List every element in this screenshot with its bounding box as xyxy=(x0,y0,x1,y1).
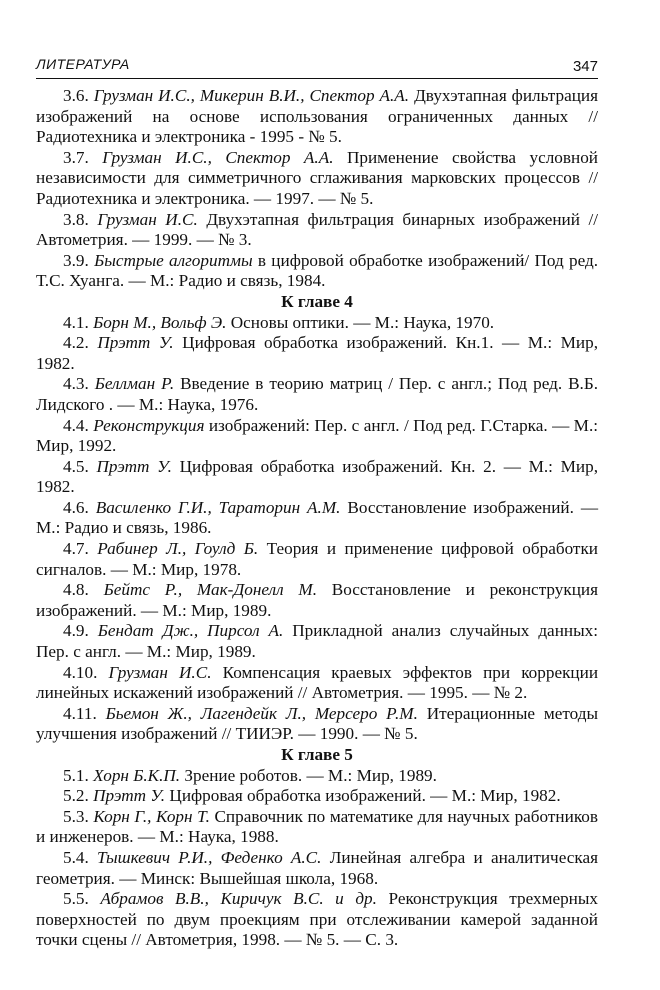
reference-entry xyxy=(36,539,598,580)
reference-authors: Бьемон Ж., Лагендейк Л., Мерсеро Р.М. xyxy=(105,703,418,723)
reference-entry xyxy=(36,374,598,415)
reference-text: в цифровой обработке изображений/ Под ред. Т.С. Хуанга. — М.: Радио и связь, 1984. xyxy=(36,250,599,291)
reference-authors: Грузман И.С., Микерин В.И., Спектор А.А. xyxy=(93,86,410,105)
reference-entry xyxy=(36,580,598,621)
reference-number: 3.8. xyxy=(63,209,89,229)
reference-text: Применение свойства условной независимости для симметричного сглаживания марковских процессов //Радиотехника и электроника. — 1997. — № 5. xyxy=(36,147,598,208)
reference-text: Двухэтапная фильтрация бинарных изображений // Автометрия. — 1999. — № 3. xyxy=(36,209,599,250)
reference-text: Восстановление изображений. — М.: Радио и связь, 1986. xyxy=(36,497,599,538)
reference-text: Цифровая обработка изображений. Кн.1. — М.: Мир, 1982. xyxy=(36,333,599,373)
reference-entry xyxy=(36,416,598,457)
reference-authors: Корн Г., Корн Т. xyxy=(93,806,210,826)
reference-authors: Бендат Дж., Пирсол А. xyxy=(97,621,284,641)
section-heading: К главе 5 xyxy=(281,745,353,764)
reference-number: 4.2. xyxy=(63,333,89,353)
section-heading: К главе 4 xyxy=(281,291,353,311)
header-rule xyxy=(36,78,598,79)
reference-entry xyxy=(36,333,598,374)
reference-entry xyxy=(36,457,598,498)
reference-text: Компенсация краевых эффектов при коррекции линейных искажений изображений // Автометрия. — 1995. — № 2. xyxy=(36,662,599,703)
reference-authors: Рабинер Л., Гоулд Б. xyxy=(97,539,259,559)
reference-authors: Грузман И.С. xyxy=(108,662,212,682)
reference-entry xyxy=(36,786,598,807)
reference-entry xyxy=(36,766,598,787)
reference-authors: Василенко Г.И., Тараторин А.М. xyxy=(95,497,341,517)
reference-text: Двухэтапная фильтрация изображений на основе использования ограниченных данных // Радиотехника и электроника - 1995 - № 5. xyxy=(36,86,599,147)
reference-authors: Прэтт У. xyxy=(96,456,172,476)
reference-entry xyxy=(36,621,598,662)
reference-text: Введение в теорию матриц / Пер. с англ.; Под ред. В.Б. Лидского . — М.: Наука, 1976. xyxy=(36,374,599,414)
references-list xyxy=(36,86,598,951)
reference-entry xyxy=(36,313,598,334)
reference-entry xyxy=(36,210,598,251)
reference-entry xyxy=(36,148,598,210)
reference-authors: Хорн Б.К.П. xyxy=(93,765,181,785)
reference-authors: Абрамов В.В., Киричук В.С. и др. xyxy=(100,889,377,909)
reference-number: 5.4. xyxy=(63,847,89,867)
reference-number: 4.5. xyxy=(63,456,89,476)
reference-entry xyxy=(36,86,598,148)
reference-number: 4.7. xyxy=(63,539,89,559)
reference-text: Зрение роботов. — М.: Мир, 1989. xyxy=(184,765,437,785)
reference-entry xyxy=(36,848,598,889)
reference-number: 3.6. xyxy=(63,86,89,105)
reference-text: Восстановление и реконструкция изображений. — М.: Мир, 1989. xyxy=(36,580,599,620)
reference-entry xyxy=(36,663,598,704)
reference-authors: Грузман И.С., Спектор А.А. xyxy=(102,147,334,167)
reference-entry xyxy=(36,889,598,951)
reference-authors: Быстрые алгоритмы xyxy=(94,250,253,270)
reference-entry xyxy=(36,807,598,848)
reference-text: Цифровая обработка изображений. — М.: Мир, 1982. xyxy=(169,786,561,806)
reference-number: 5.1. xyxy=(63,765,89,785)
reference-number: 4.11. xyxy=(63,703,97,723)
reference-number: 4.3. xyxy=(63,374,89,394)
reference-text: изображений: Пер. с англ. / Под ред. Г.Старка. — М.: Мир, 1992. xyxy=(36,415,599,456)
reference-number: 5.3. xyxy=(63,806,89,826)
reference-number: 4.9. xyxy=(63,621,89,641)
reference-number: 4.8. xyxy=(63,580,89,600)
reference-number: 4.1. xyxy=(63,312,89,332)
running-header xyxy=(36,56,598,78)
reference-authors: Беллман Р. xyxy=(94,374,175,394)
reference-number: 3.9. xyxy=(63,250,89,270)
reference-authors: Прэтт У. xyxy=(97,333,174,353)
reference-text: Реконструкция трехмерных поверхностей по двум проекциям при отслеживании камерой заданной точки сцены // Автометрия, 1998. — № 5. — С. 3. xyxy=(36,889,599,950)
reference-number: 4.4. xyxy=(63,415,89,435)
reference-entry xyxy=(36,704,598,745)
reference-text: Итерационные методы улучшения изображений // ТИИЭР. — 1990. — № 5. xyxy=(36,703,599,744)
reference-entry xyxy=(36,498,598,539)
reference-text: Цифровая обработка изображений. Кн. 2. — М.: Мир, 1982. xyxy=(36,456,599,497)
reference-text: Линейная алгебра и аналитическая геометрия. — Минск: Вышейшая школа, 1968. xyxy=(36,847,599,888)
reference-text: Справочник по математике для научных работников и инженеров. — М.: Наука, 1988. xyxy=(36,806,599,847)
reference-authors: Бейтс Р., Мак-Донелл М. xyxy=(103,580,317,600)
reference-number: 4.6. xyxy=(63,497,89,517)
reference-number: 5.5. xyxy=(63,889,89,909)
reference-entry xyxy=(36,251,598,292)
reference-text: Основы оптики. — М.: Наука, 1970. xyxy=(230,312,495,332)
reference-number: 3.7. xyxy=(63,147,89,167)
reference-text: Теория и применение цифровой обработки сигналов. — М.: Мир, 1978. xyxy=(36,539,598,579)
reference-number: 4.10. xyxy=(63,662,98,682)
reference-authors: Борн М., Вольф Э. xyxy=(93,312,227,332)
reference-authors: Тышкевич Р.И., Феденко А.С. xyxy=(97,847,322,867)
reference-number: 5.2. xyxy=(63,786,89,806)
reference-authors: Реконструкция xyxy=(93,415,205,435)
reference-authors: Прэтт У. xyxy=(93,786,166,806)
reference-text: Прикладной анализ случайных данных: Пер. с англ. — М.: Мир, 1989. xyxy=(36,621,599,662)
header-title: ЛИТЕРАТУРА xyxy=(36,56,130,72)
page-number: 347 xyxy=(572,58,598,75)
reference-authors: Грузман И.С. xyxy=(97,209,198,229)
